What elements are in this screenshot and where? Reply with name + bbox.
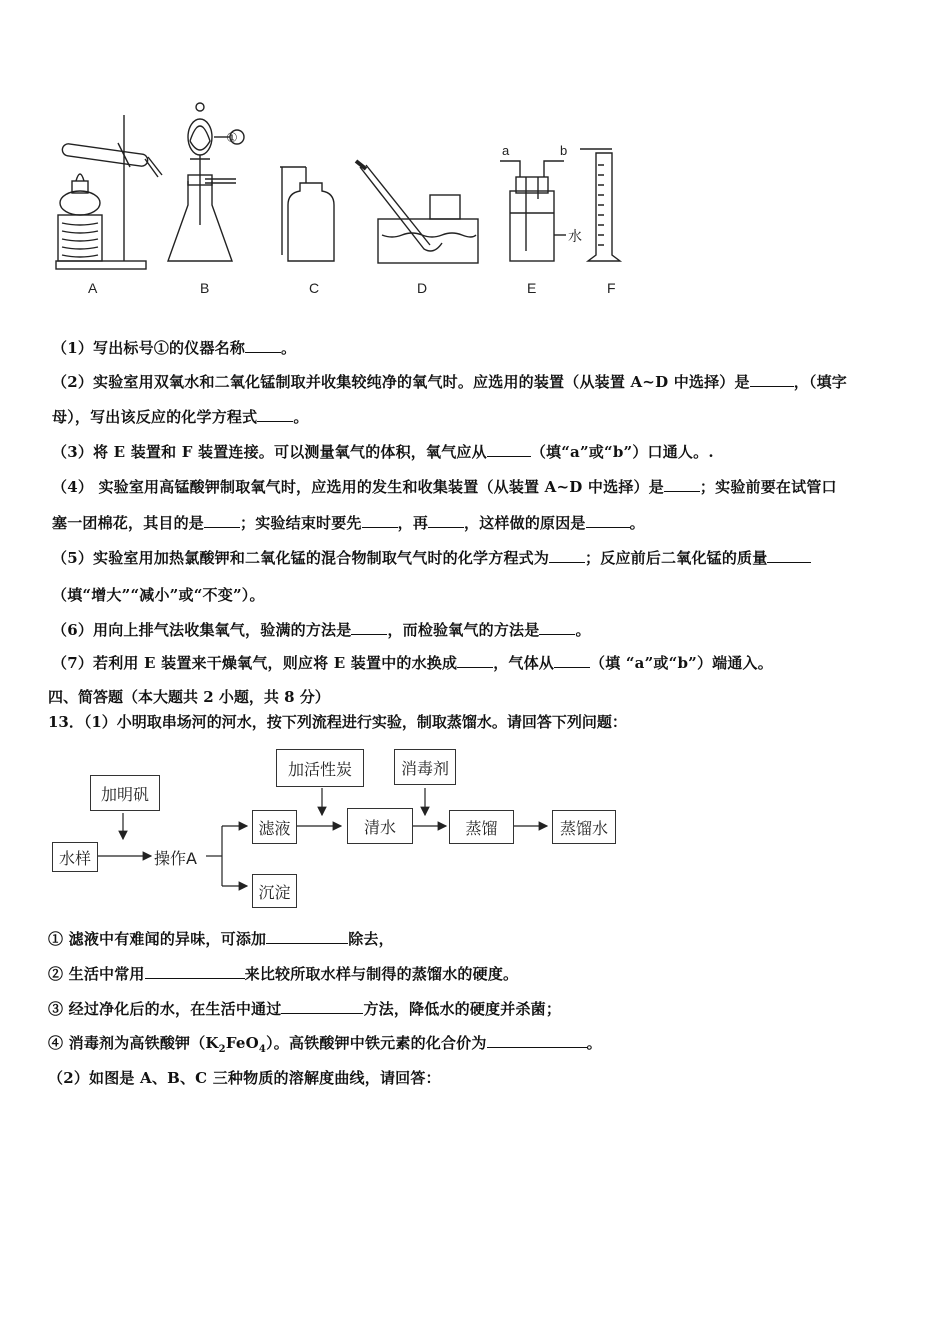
q13-item1: ① 滤液中有难闻的异味，可添加 除去， [48,930,394,948]
q12-part3: （3）将 E 装置和 F 装置连接。可以测量氧气的体积，氧气应从 （填“a”或“b”）口通人。. [52,443,714,461]
q12-part7: （7）若利用 E 装置来干燥氧气，则应将 E 装置中的水换成 ，气体从 （填 “a”或“b”）端通入。 [52,654,773,672]
figure-label-d: D [417,280,428,296]
figure-label-c: C [309,280,320,296]
answer-blank[interactable] [539,634,575,635]
answer-blank[interactable] [750,386,794,387]
answer-blank[interactable] [204,527,240,528]
e-port-a-label: a [502,143,510,158]
apparatus-d-drawing [356,161,478,263]
marker-b: ① [226,131,238,146]
answer-blank[interactable] [487,456,531,457]
answer-blank[interactable] [362,527,398,528]
figure-label-e: E [527,280,537,296]
apparatus-figure [40,95,660,280]
figure-label-a: A [88,280,98,296]
flow-water-sample: 水样 [52,842,98,872]
answer-blank[interactable] [351,634,387,635]
apparatus-a-drawing [56,115,162,269]
q12-part5-line2: （填“增大”“减小”或“不变”）。 [52,586,265,604]
flow-operation-a: 操作A [154,849,197,868]
q12-part4-line2: 塞一团棉花，其目的是 ；实验结束时要先 ，再 ，这样做的原因是 。 [52,514,645,532]
flow-disinfectant: 消毒剂 [394,749,456,785]
answer-blank[interactable] [487,1047,587,1048]
answer-blank[interactable] [428,527,464,528]
answer-blank[interactable] [281,1013,363,1014]
section-title: 四、简答题（本大题共 2 小题，共 8 分） [48,688,330,706]
q13-intro: 13．（1）小明取串场河的河水，按下列流程进行实验，制取蒸馏水。请回答下列问题： [48,713,627,731]
apparatus-f-drawing [580,149,620,261]
flow-distill: 蒸馏 [449,810,514,844]
answer-blank[interactable] [664,491,700,492]
e-port-b-label: b [560,143,568,158]
apparatus-c-drawing [280,167,334,261]
flow-filtrate: 滤液 [252,810,297,844]
flow-add-alum: 加明矾 [90,775,160,811]
e-water-label: 水 [568,229,582,245]
answer-blank[interactable] [457,667,493,668]
answer-blank[interactable] [586,527,630,528]
figure-label-b: B [200,280,210,296]
flow-precipitate: 沉淀 [252,874,297,908]
flow-add-carbon: 加活性炭 [276,749,364,787]
answer-blank[interactable] [257,421,293,422]
answer-blank[interactable] [245,352,281,353]
answer-blank[interactable] [767,562,811,563]
apparatus-b-drawing [168,103,244,261]
apparatus-e-drawing [500,161,566,261]
q13-part2: （2）如图是 A、B、C 三种物质的溶解度曲线，请回答： [48,1069,441,1087]
figure-label-f: F [607,280,616,296]
q12-part4-line1: （4） 实验室用高锰酸钾制取氧气时，应选用的发生和收集装置（从装置 A~D 中选择）是 ；实验前要在试管口 [52,478,837,496]
answer-blank[interactable] [549,562,585,563]
answer-blank[interactable] [554,667,590,668]
flow-clear-water: 清水 [347,808,413,844]
q12-part5-line1: （5）实验室用加热氯酸钾和二氧化锰的混合物制取气气时的化学方程式为 ；反应前后二氧化锰的质量 [52,547,811,568]
q12-part2-line1: （2）实验室用双氧水和二氧化锰制取并收集较纯净的氧气时。应选用的装置（从装置 A~D 中选择）是 ，（填字 [52,373,848,391]
q12-part6: （6）用向上排气法收集氧气，验满的方法是 ，而检验氧气的方法是 。 [52,621,591,639]
q13-item2: ② 生活中常用 来比较所取水样与制得的蒸馏水的硬度。 [48,965,519,983]
flow-distilled-water: 蒸馏水 [552,810,616,844]
q13-item3: ③ 经过净化后的水，在生活中通过 方法，降低水的硬度并杀菌； [48,1000,562,1018]
q12-part1: （1）写出标号①的仪器名称 。 [52,339,297,357]
answer-blank[interactable] [145,978,245,979]
answer-blank[interactable] [266,943,348,944]
q13-item4: ④ 消毒剂为高铁酸钾$(K_2FeO_4)$。高铁酸钾中铁元素的化合价为 。 [48,1034,602,1055]
q12-part2-line2: 母），写出该反应的化学方程式 。 [52,408,309,426]
